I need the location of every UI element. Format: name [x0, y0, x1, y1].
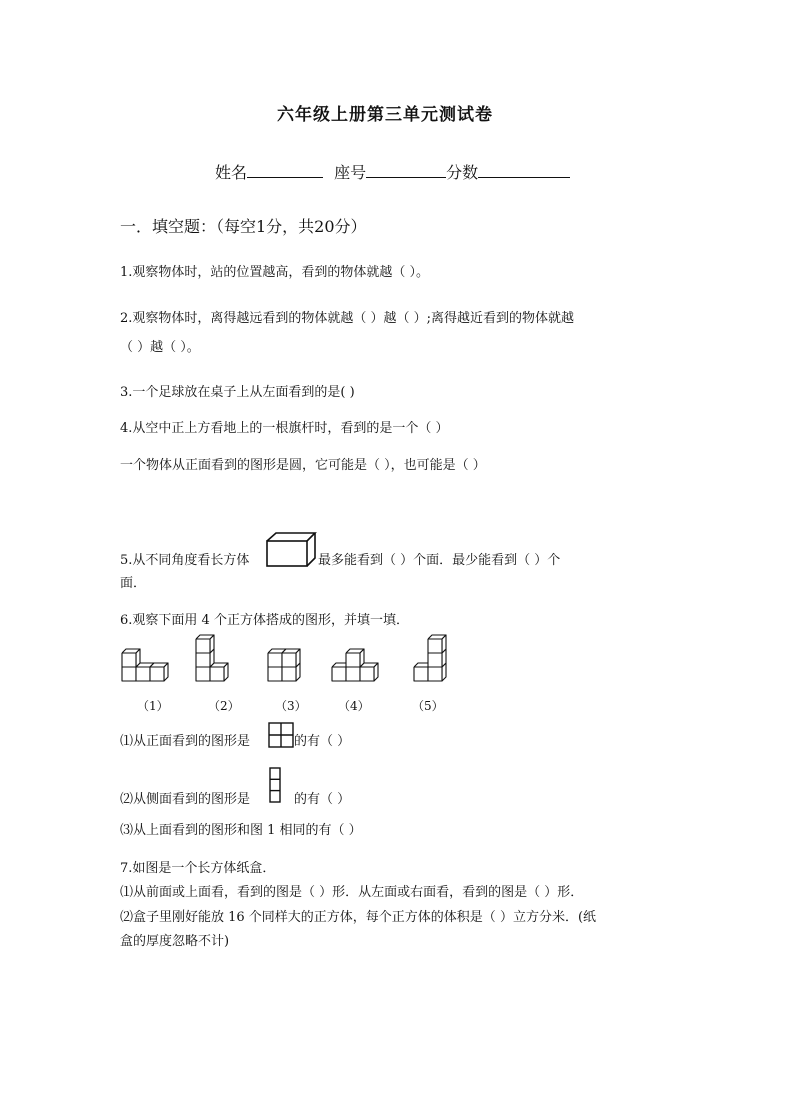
question-7-2-line-1: ⑵盒子里刚好能放 16 个同样大的正方体，每个正方体的体积是（ ）立方分米．(纸 — [120, 910, 597, 925]
question-5-part-2: 最多能看到（ ）个面．最少能看到（ ）个 — [318, 553, 561, 568]
name-blank[interactable] — [247, 163, 323, 178]
student-info-line — [215, 163, 570, 181]
front-view-square-icon — [268, 722, 294, 748]
figure-caption-5: （5） — [412, 699, 444, 713]
score-blank[interactable] — [478, 163, 570, 178]
cube-figures-row — [110, 630, 470, 690]
figure-caption-2: （2） — [208, 699, 240, 713]
question-6-1b: 的有（ ） — [294, 734, 351, 749]
question-7: 7.如图是一个长方体纸盒． — [120, 861, 276, 876]
figure-caption-1: （1） — [137, 699, 169, 713]
cube-figure-1 — [122, 649, 168, 681]
question-6-2a: ⑵从侧面看到的图形是 — [120, 792, 251, 807]
side-view-column-icon — [269, 767, 281, 803]
question-6: 6.观察下面用 4 个正方体搭成的图形，并填一填． — [120, 613, 409, 628]
cube-figure-3 — [268, 649, 300, 681]
seat-blank[interactable] — [366, 163, 446, 178]
question-4: 4.从空中正上方看地上的一根旗杆时，看到的是一个（ ） — [120, 421, 449, 436]
cube-figure-2 — [196, 635, 228, 681]
page-title: 六年级上册第三单元测试卷 — [277, 105, 493, 125]
question-7-1: ⑴从前面或上面看，看到的图是（ ）形．从左面或右面看，看到的图是（ ）形． — [120, 885, 584, 900]
cube-figure-4 — [332, 649, 378, 681]
question-3: 3.一个足球放在桌子上从左面看到的是( ) — [120, 385, 355, 400]
question-5-line-2: 面． — [120, 576, 147, 591]
question-6-2b: 的有（ ） — [294, 792, 351, 807]
name-label: 姓名 — [215, 163, 248, 182]
question-2-line-2: （ ）越（ ）。 — [120, 340, 200, 355]
question-7-2-line-2: 盒的厚度忽略不计) — [120, 934, 230, 949]
score-label: 分数 — [446, 163, 479, 182]
cuboid-figure — [266, 532, 318, 568]
section-heading-fill-blank: 一．填空题：（每空1分，共20分） — [120, 217, 367, 236]
question-4b: 一个物体从正面看到的图形是圆，它可能是（ ），也可能是（ ） — [120, 458, 486, 473]
question-6-1a: ⑴从正面看到的图形是 — [120, 734, 251, 749]
question-2-line-1: 2.观察物体时，离得越远看到的物体就越（ ）越（ ）;离得越近看到的物体就越 — [120, 311, 575, 326]
question-1: 1.观察物体时，站的位置越高，看到的物体就越（ ）。 — [120, 265, 430, 280]
question-5-part-1: 5.从不同角度看长方体 — [120, 553, 250, 568]
cube-figure-5 — [414, 635, 446, 681]
seat-label: 座号 — [334, 163, 367, 182]
figure-caption-4: （4） — [338, 699, 370, 713]
figure-caption-3: （3） — [275, 699, 307, 713]
question-6-3: ⑶从上面看到的图形和图 1 相同的有（ ） — [120, 823, 362, 838]
